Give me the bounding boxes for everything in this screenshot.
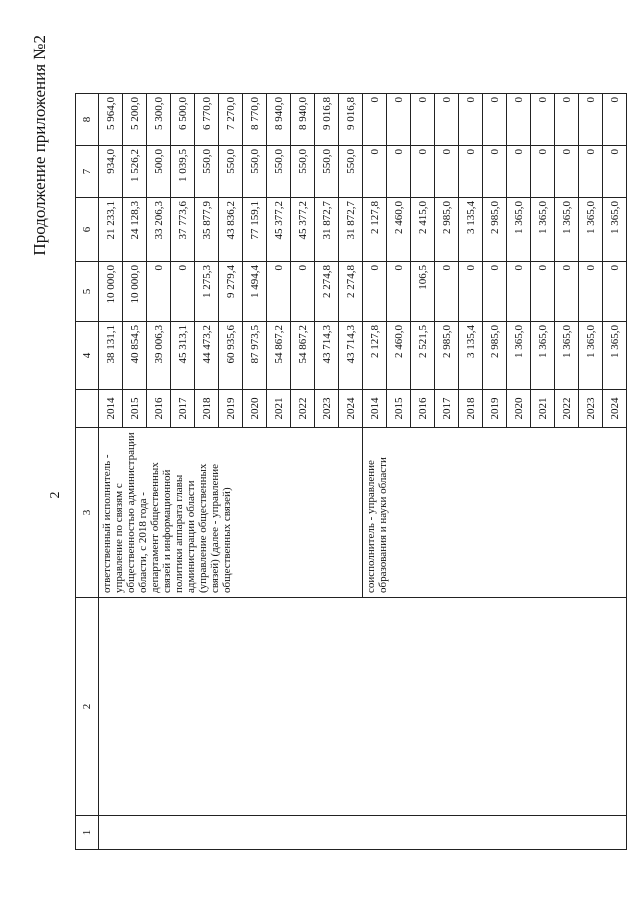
executor-description: ответственный исполнитель - управление по связям с общественностью администрации области, с 2018 года - департамент общественных связей и информационной политики аппарата главы администрации области (управление общественных связей) (далее - управление общественных связей): [99, 428, 363, 598]
federal-cell: 0: [531, 262, 555, 322]
total-cell: 2 460,0: [387, 322, 411, 390]
header-cell: 3: [76, 428, 99, 598]
regional-cell: 2 415,0: [411, 198, 435, 262]
other-cell: 0: [411, 94, 435, 146]
federal-cell: 0: [291, 262, 315, 322]
total-cell: 2 521,5: [411, 322, 435, 390]
local-cell: 0: [603, 146, 627, 198]
local-cell: 550,0: [267, 146, 291, 198]
header-cell: 7: [76, 146, 99, 198]
federal-cell: 106,5: [411, 262, 435, 322]
other-cell: 0: [363, 94, 387, 146]
total-cell: 1 365,0: [531, 322, 555, 390]
page-title: Продолжение приложения №2: [30, 35, 49, 256]
other-cell: 5 964,0: [99, 94, 123, 146]
header-cell: 2: [76, 598, 99, 816]
federal-cell: 0: [459, 262, 483, 322]
federal-cell: 10 000,0: [99, 262, 123, 322]
federal-cell: 1 494,4: [243, 262, 267, 322]
total-cell: 38 131,1: [99, 322, 123, 390]
total-cell: 44 473,2: [195, 322, 219, 390]
regional-cell: 1 365,0: [507, 198, 531, 262]
federal-cell: 0: [363, 262, 387, 322]
total-cell: 3 135,4: [459, 322, 483, 390]
total-cell: 54 867,2: [291, 322, 315, 390]
regional-cell: 37 773,6: [171, 198, 195, 262]
total-cell: 2 127,8: [363, 322, 387, 390]
other-cell: 0: [435, 94, 459, 146]
local-cell: 0: [387, 146, 411, 198]
local-cell: 0: [459, 146, 483, 198]
federal-cell: 0: [555, 262, 579, 322]
local-cell: 934,0: [99, 146, 123, 198]
federal-cell: 0: [171, 262, 195, 322]
regional-cell: 2 985,0: [483, 198, 507, 262]
year-cell: 2018: [195, 390, 219, 428]
federal-cell: 0: [267, 262, 291, 322]
federal-cell: 0: [603, 262, 627, 322]
year-cell: 2018: [459, 390, 483, 428]
regional-cell: 43 836,2: [219, 198, 243, 262]
federal-cell: 0: [483, 262, 507, 322]
federal-cell: 0: [147, 262, 171, 322]
col1-cell: [99, 816, 627, 850]
other-cell: 8 940,0: [267, 94, 291, 146]
total-cell: 43 714,3: [339, 322, 363, 390]
federal-cell: 10 000,0: [123, 262, 147, 322]
local-cell: 0: [507, 146, 531, 198]
year-cell: 2017: [171, 390, 195, 428]
regional-cell: 2 985,0: [435, 198, 459, 262]
year-cell: 2022: [291, 390, 315, 428]
total-cell: 1 365,0: [603, 322, 627, 390]
total-cell: 1 365,0: [507, 322, 531, 390]
header-cell: 1: [76, 816, 99, 850]
total-cell: 2 985,0: [435, 322, 459, 390]
local-cell: 550,0: [315, 146, 339, 198]
other-cell: 9 016,8: [315, 94, 339, 146]
federal-cell: 0: [579, 262, 603, 322]
regional-cell: 2 127,8: [363, 198, 387, 262]
other-cell: 9 016,8: [339, 94, 363, 146]
other-cell: 5 200,0: [123, 94, 147, 146]
year-cell: 2017: [435, 390, 459, 428]
year-cell: 2021: [531, 390, 555, 428]
year-cell: 2024: [339, 390, 363, 428]
header-cell: 5: [76, 262, 99, 322]
federal-cell: 9 279,4: [219, 262, 243, 322]
year-cell: 2023: [315, 390, 339, 428]
regional-cell: 2 460,0: [387, 198, 411, 262]
local-cell: 550,0: [243, 146, 267, 198]
other-cell: 8 940,0: [291, 94, 315, 146]
year-cell: 2016: [411, 390, 435, 428]
regional-cell: 1 365,0: [531, 198, 555, 262]
other-cell: 0: [483, 94, 507, 146]
local-cell: 0: [579, 146, 603, 198]
local-cell: 550,0: [219, 146, 243, 198]
total-cell: 40 854,5: [123, 322, 147, 390]
total-cell: 1 365,0: [555, 322, 579, 390]
year-cell: 2019: [219, 390, 243, 428]
year-cell: 2015: [123, 390, 147, 428]
other-cell: 0: [531, 94, 555, 146]
year-cell: 2022: [555, 390, 579, 428]
total-cell: 87 973,5: [243, 322, 267, 390]
total-cell: 1 365,0: [579, 322, 603, 390]
regional-cell: 35 877,9: [195, 198, 219, 262]
local-cell: 550,0: [195, 146, 219, 198]
other-cell: 8 770,0: [243, 94, 267, 146]
other-cell: 0: [459, 94, 483, 146]
other-cell: 0: [603, 94, 627, 146]
local-cell: 550,0: [291, 146, 315, 198]
other-cell: 0: [555, 94, 579, 146]
year-cell: 2023: [579, 390, 603, 428]
regional-cell: 3 135,4: [459, 198, 483, 262]
year-cell: 2020: [507, 390, 531, 428]
total-cell: 60 935,6: [219, 322, 243, 390]
other-cell: 0: [387, 94, 411, 146]
regional-cell: 1 365,0: [555, 198, 579, 262]
local-cell: 0: [531, 146, 555, 198]
header-row: [76, 94, 99, 850]
federal-cell: 2 274,8: [339, 262, 363, 322]
header-cell: 6: [76, 198, 99, 262]
year-cell: 2021: [267, 390, 291, 428]
local-cell: 0: [411, 146, 435, 198]
total-cell: 39 006,3: [147, 322, 171, 390]
local-cell: 1 526,2: [123, 146, 147, 198]
total-cell: 45 313,1: [171, 322, 195, 390]
other-cell: 7 270,0: [219, 94, 243, 146]
federal-cell: 1 275,3: [195, 262, 219, 322]
other-cell: 6 500,0: [171, 94, 195, 146]
regional-cell: 45 377,2: [267, 198, 291, 262]
regional-cell: 1 365,0: [603, 198, 627, 262]
year-cell: 2015: [387, 390, 411, 428]
total-cell: 43 714,3: [315, 322, 339, 390]
other-cell: 6 770,0: [195, 94, 219, 146]
federal-cell: 2 274,8: [315, 262, 339, 322]
year-cell: 2014: [99, 390, 123, 428]
year-cell: 2024: [603, 390, 627, 428]
regional-cell: 1 365,0: [579, 198, 603, 262]
table-row: [99, 94, 123, 850]
other-cell: 0: [579, 94, 603, 146]
regional-cell: 24 128,3: [123, 198, 147, 262]
header-cell: [76, 390, 99, 428]
header-cell: 8: [76, 94, 99, 146]
year-cell: 2016: [147, 390, 171, 428]
federal-cell: 0: [387, 262, 411, 322]
local-cell: 500,0: [147, 146, 171, 198]
header-cell: 4: [76, 322, 99, 390]
local-cell: 0: [483, 146, 507, 198]
regional-cell: 31 872,7: [339, 198, 363, 262]
executor-description: соисполнитель - управление образования и науки области: [363, 428, 627, 598]
col2-cell: [99, 598, 627, 816]
regional-cell: 45 377,2: [291, 198, 315, 262]
year-cell: 2020: [243, 390, 267, 428]
federal-cell: 0: [435, 262, 459, 322]
other-cell: 5 300,0: [147, 94, 171, 146]
year-cell: 2014: [363, 390, 387, 428]
page-number: 2: [48, 491, 63, 499]
local-cell: 550,0: [339, 146, 363, 198]
regional-cell: 21 233,1: [99, 198, 123, 262]
regional-cell: 31 872,7: [315, 198, 339, 262]
regional-cell: 33 206,3: [147, 198, 171, 262]
other-cell: 0: [507, 94, 531, 146]
total-cell: 54 867,2: [267, 322, 291, 390]
local-cell: 1 039,5: [171, 146, 195, 198]
year-cell: 2019: [483, 390, 507, 428]
regional-cell: 77 159,1: [243, 198, 267, 262]
local-cell: 0: [555, 146, 579, 198]
local-cell: 0: [435, 146, 459, 198]
local-cell: 0: [363, 146, 387, 198]
budget-table: [75, 93, 627, 850]
federal-cell: 0: [507, 262, 531, 322]
total-cell: 2 985,0: [483, 322, 507, 390]
